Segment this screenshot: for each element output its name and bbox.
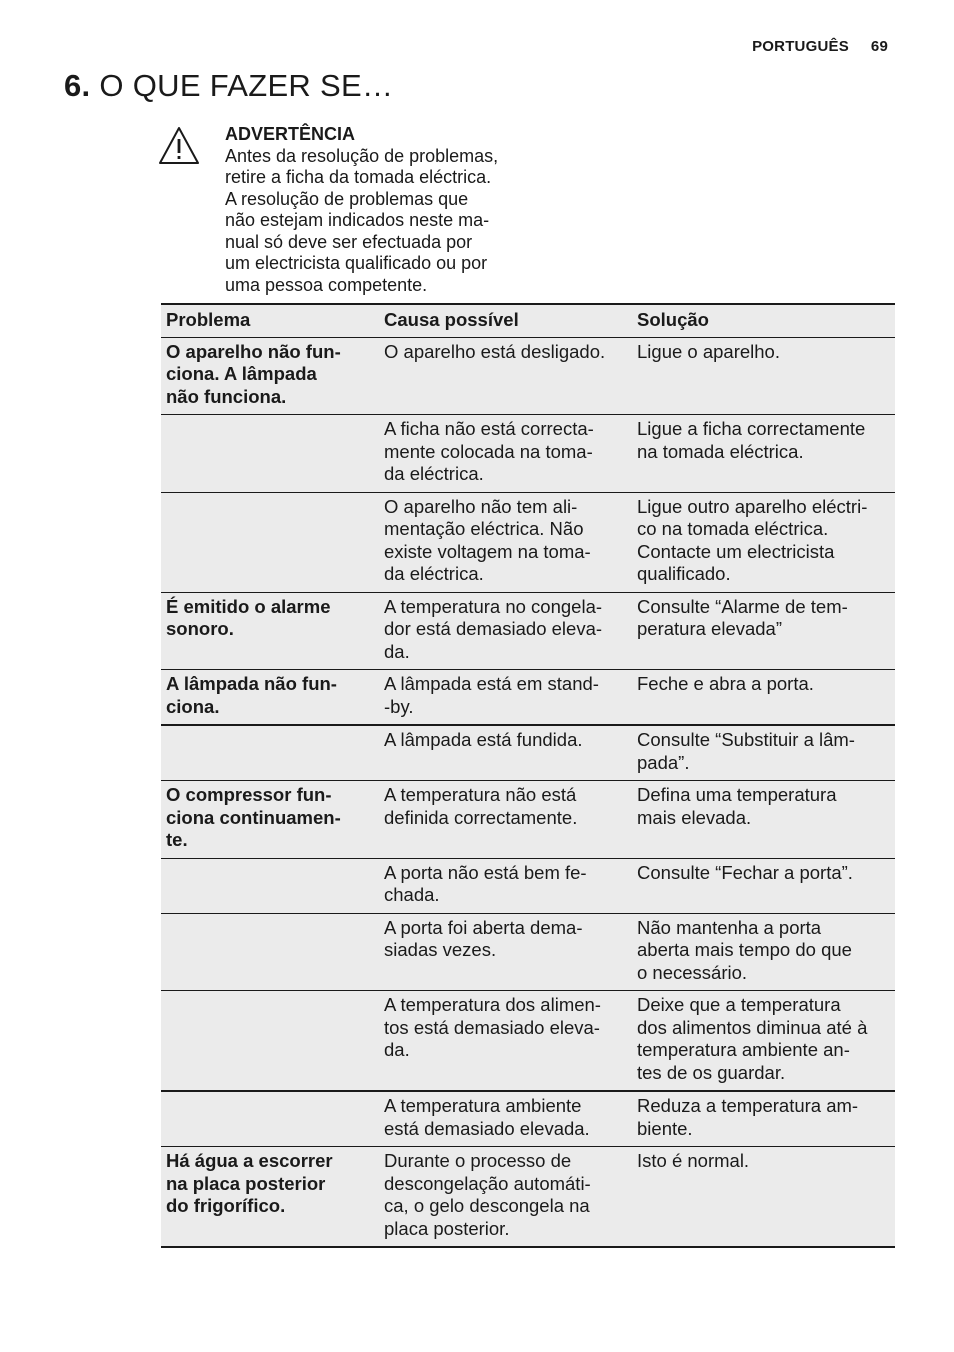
cell-line: A lâmpada está fundida. xyxy=(384,729,583,750)
cell-line: Durante o processo de xyxy=(384,1150,572,1171)
cell-line: Defina uma temperatura xyxy=(637,784,837,805)
cell-line: biente. xyxy=(637,1117,693,1139)
solution-cell xyxy=(632,913,895,991)
cell-line: A temperatura no congela- xyxy=(384,595,603,617)
page-header xyxy=(752,38,888,55)
solution-cell xyxy=(632,1147,895,1248)
cell-line: tos está demasiado eleva- xyxy=(384,1016,600,1038)
cell-line: A temperatura dos alimen- xyxy=(384,994,601,1015)
cell-line: não funciona. xyxy=(166,385,287,407)
cell-line: da eléctrica. xyxy=(384,563,484,584)
cell-line: É emitido o alarme xyxy=(166,595,331,617)
cell-line: Consulte “Alarme de tem- xyxy=(637,595,848,617)
cell-line: pada”. xyxy=(637,751,690,773)
cell-line: da eléctrica. xyxy=(384,463,484,484)
table-row xyxy=(161,415,895,493)
problem-cell xyxy=(161,991,379,1092)
warning-line: um electricista qualificado ou por xyxy=(225,253,488,273)
warning-triangle-icon xyxy=(158,126,200,166)
solution-cell xyxy=(632,415,895,493)
problem-cell xyxy=(161,337,379,415)
cell-line: está demasiado elevada. xyxy=(384,1117,590,1139)
table-row xyxy=(161,1147,895,1248)
warning-line: retire a ficha da tomada eléctrica. xyxy=(225,167,492,187)
cell-line: do frigorífico. xyxy=(166,1195,286,1216)
cause-cell xyxy=(379,725,632,781)
warning-text xyxy=(225,146,525,297)
cell-line: Consulte “Fechar a porta”. xyxy=(637,861,853,883)
problem-cell xyxy=(161,858,379,913)
cell-line: Ligue a ficha correctamente xyxy=(637,418,866,439)
section-number: 6. xyxy=(64,68,91,103)
cell-line: Feche e abra a porta. xyxy=(637,673,814,694)
warning-line: Antes da resolução de problemas, xyxy=(225,145,499,166)
solution-cell xyxy=(632,781,895,859)
cell-line: A temperatura não está xyxy=(384,784,577,805)
table-body xyxy=(161,337,895,1247)
cell-line: ciona. xyxy=(166,695,220,717)
table-row xyxy=(161,492,895,592)
cell-line: co na tomada eléctrica. xyxy=(637,518,829,539)
table-row xyxy=(161,337,895,415)
cell-line: A ficha não está correcta- xyxy=(384,418,594,439)
cause-cell xyxy=(379,670,632,726)
table-header-row xyxy=(161,304,895,337)
cell-line: peratura elevada” xyxy=(637,618,783,639)
cell-line: Não mantenha a porta xyxy=(637,916,822,938)
cell-line: placa posterior. xyxy=(384,1217,510,1239)
cell-line: Contacte um electricista xyxy=(637,540,835,562)
cell-line: -by. xyxy=(384,695,414,717)
table-row xyxy=(161,592,895,670)
warning-line: nual só deve ser efectuada por xyxy=(225,231,473,252)
section-title xyxy=(64,68,393,104)
cell-line: Reduza a temperatura am- xyxy=(637,1095,859,1116)
cause-cell xyxy=(379,592,632,670)
cell-line: Há água a escorrer xyxy=(166,1150,333,1171)
cell-line: temperatura ambiente an- xyxy=(637,1039,850,1060)
cell-line: descongelação automáti- xyxy=(384,1172,591,1194)
header-solution: Solução xyxy=(637,309,709,330)
cell-line: O aparelho está desligado. xyxy=(384,340,606,362)
cell-line: da. xyxy=(384,1039,410,1060)
cell-line: sonoro. xyxy=(166,618,234,639)
problem-cell xyxy=(161,1147,379,1248)
page-number: 69 xyxy=(870,38,888,55)
cell-line: dor está demasiado eleva- xyxy=(384,618,603,639)
solution-cell xyxy=(632,991,895,1092)
cell-line: da. xyxy=(384,640,410,662)
table-row xyxy=(161,913,895,991)
cell-line: te. xyxy=(166,829,188,850)
cause-cell xyxy=(379,492,632,592)
problem-cell xyxy=(161,670,379,726)
cause-cell xyxy=(379,415,632,493)
table-row xyxy=(161,991,895,1092)
problem-cell xyxy=(161,781,379,859)
problem-cell xyxy=(161,1091,379,1147)
solution-cell xyxy=(632,670,895,726)
cell-line: Ligue o aparelho. xyxy=(637,340,780,362)
header-problem: Problema xyxy=(166,309,251,330)
cell-line: definida correctamente. xyxy=(384,806,578,828)
cell-line: mentação eléctrica. Não xyxy=(384,518,584,539)
cell-line: A porta foi aberta dema- xyxy=(384,916,583,938)
warning-line: A resolução de problemas que xyxy=(225,188,469,209)
cell-line: Isto é normal. xyxy=(637,1150,750,1171)
cause-cell xyxy=(379,913,632,991)
solution-cell xyxy=(632,492,895,592)
cell-line: A porta não está bem fe- xyxy=(384,861,587,883)
cell-line: Deixe que a temperatura xyxy=(637,994,841,1015)
header-cause: Causa possível xyxy=(384,309,519,330)
cause-cell xyxy=(379,858,632,913)
cell-line: mente colocada na toma- xyxy=(384,440,593,462)
cell-line: na placa posterior xyxy=(166,1172,326,1194)
cell-line: mais elevada. xyxy=(637,806,752,828)
cause-cell xyxy=(379,781,632,859)
cell-line: o necessário. xyxy=(637,961,748,983)
solution-cell xyxy=(632,1091,895,1147)
cause-cell xyxy=(379,337,632,415)
cell-line: O compressor fun- xyxy=(166,784,332,805)
cause-cell xyxy=(379,991,632,1092)
cause-cell xyxy=(379,1091,632,1147)
solution-cell xyxy=(632,858,895,913)
warning-line: uma pessoa competente. xyxy=(225,274,428,295)
cell-line: na tomada eléctrica. xyxy=(637,440,804,462)
cell-line: ciona continuamen- xyxy=(166,806,341,828)
problem-cell xyxy=(161,592,379,670)
cell-line: ca, o gelo descongela na xyxy=(384,1195,590,1216)
solution-cell xyxy=(632,592,895,670)
cell-line: O aparelho não tem ali- xyxy=(384,495,578,517)
table-row xyxy=(161,781,895,859)
solution-cell xyxy=(632,725,895,781)
cell-line: ciona. A lâmpada xyxy=(166,363,317,384)
cell-line: A lâmpada não fun- xyxy=(166,673,337,694)
cell-line: siadas vezes. xyxy=(384,939,497,960)
cell-line: O aparelho não fun- xyxy=(166,340,341,362)
troubleshooting-table xyxy=(161,303,895,1248)
table-row xyxy=(161,858,895,913)
problem-cell xyxy=(161,913,379,991)
table-row xyxy=(161,670,895,726)
table-row xyxy=(161,725,895,781)
problem-cell xyxy=(161,725,379,781)
cell-line: aberta mais tempo do que xyxy=(637,939,852,960)
warning-box xyxy=(225,124,525,296)
header-language: PORTUGUÊS xyxy=(752,38,849,55)
cell-line: tes de os guardar. xyxy=(637,1061,786,1083)
cell-line: qualificado. xyxy=(637,563,731,584)
cell-line: Ligue outro aparelho eléctri- xyxy=(637,495,868,517)
cell-line: Consulte “Substituir a lâm- xyxy=(637,729,855,750)
cause-cell xyxy=(379,1147,632,1248)
warning-title: ADVERTÊNCIA xyxy=(225,124,356,144)
cell-line: dos alimentos diminua até à xyxy=(637,1016,868,1038)
cell-line: existe voltagem na toma- xyxy=(384,540,591,562)
section-title-text: O QUE FAZER SE… xyxy=(99,68,394,103)
solution-cell xyxy=(632,337,895,415)
problem-cell xyxy=(161,415,379,493)
problem-cell xyxy=(161,492,379,592)
warning-line: não estejam indicados neste ma- xyxy=(225,210,490,230)
cell-line: chada. xyxy=(384,884,440,905)
table-row xyxy=(161,1091,895,1147)
cell-line: A lâmpada está em stand- xyxy=(384,673,599,694)
cell-line: A temperatura ambiente xyxy=(384,1095,582,1116)
